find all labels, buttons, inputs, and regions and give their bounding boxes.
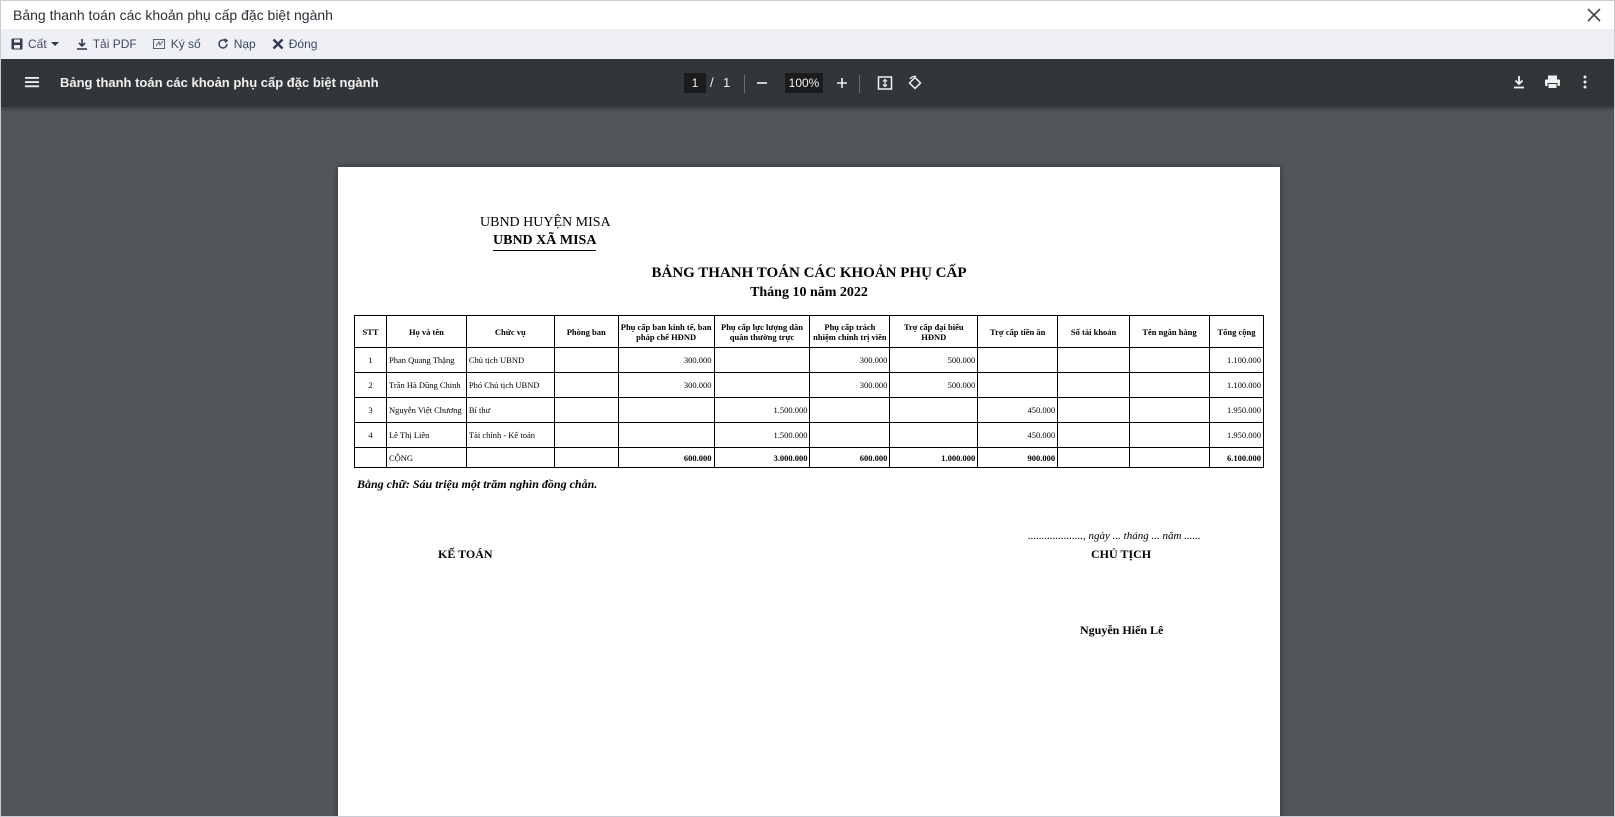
table-cell xyxy=(890,398,978,423)
print-icon[interactable] xyxy=(1544,74,1561,90)
toolbar-divider xyxy=(859,75,860,93)
more-options-icon[interactable] xyxy=(1582,74,1588,90)
table-cell xyxy=(1058,398,1130,423)
document-period: Tháng 10 năm 2022 xyxy=(750,285,868,300)
table-cell: 300.000 xyxy=(810,373,890,398)
signer-name: Nguyễn Hiến Lê xyxy=(1080,623,1164,637)
reload-label: Nạp xyxy=(233,37,256,51)
table-cell: 450.000 xyxy=(978,423,1058,448)
table-cell: 300.000 xyxy=(618,373,714,398)
table-cell: 1.000.000 xyxy=(890,448,978,468)
signature-icon xyxy=(153,38,166,50)
save-icon xyxy=(11,38,23,50)
table-cell: Chủ tịch UBND xyxy=(466,348,554,373)
zoom-level-input[interactable]: 100% xyxy=(785,73,823,93)
table-cell: 1.950.000 xyxy=(1209,398,1263,423)
current-page-input[interactable]: 1 xyxy=(684,73,706,93)
download-pdf-button[interactable] xyxy=(76,37,137,51)
table-row xyxy=(355,348,1264,373)
table-cell xyxy=(810,398,890,423)
column-header: Trợ cấp đại biểu HĐND xyxy=(890,316,978,348)
window-titlebar xyxy=(1,1,1614,29)
column-header: Phòng ban xyxy=(554,316,618,348)
digital-sign-button[interactable] xyxy=(153,37,201,51)
table-cell: 1.500.000 xyxy=(714,398,810,423)
table-cell: 1.100.000 xyxy=(1209,348,1263,373)
column-header: STT xyxy=(355,316,387,348)
table-cell: 2 xyxy=(355,373,387,398)
table-cell xyxy=(554,398,618,423)
pdf-page xyxy=(338,167,1280,816)
table-cell: Phó Chủ tịch UBND xyxy=(466,373,554,398)
fit-page-icon[interactable] xyxy=(877,75,893,91)
table-cell xyxy=(618,423,714,448)
chairman-signature-title: CHỦ TỊCH xyxy=(1091,547,1152,561)
table-cell: 300.000 xyxy=(810,348,890,373)
rotate-icon[interactable] xyxy=(907,75,923,91)
save-button[interactable] xyxy=(11,37,60,51)
column-header: Tổng cộng xyxy=(1209,316,1263,348)
download-icon xyxy=(76,38,88,50)
table-cell: 900.000 xyxy=(978,448,1058,468)
table-cell xyxy=(714,348,810,373)
amount-in-words: Bằng chữ: Sáu triệu một trăm nghìn đồng chẵn. xyxy=(357,477,598,491)
table-header-row xyxy=(355,316,1264,348)
column-header: Họ và tên xyxy=(386,316,466,348)
signing-date-line: ...................., ngày ... tháng ... năm ...... xyxy=(1028,530,1201,542)
column-header: Phụ cấp lực lượng dân quân thường trực xyxy=(714,316,810,348)
menu-icon[interactable] xyxy=(23,74,41,90)
total-label: CỘNG xyxy=(386,448,466,468)
table-cell xyxy=(1130,423,1210,448)
table-cell xyxy=(618,398,714,423)
table-cell xyxy=(810,423,890,448)
table-cell xyxy=(554,348,618,373)
zoom-in-icon[interactable] xyxy=(835,76,849,90)
pdf-viewer-toolbar xyxy=(1,59,1614,107)
table-cell: 500.000 xyxy=(890,373,978,398)
table-cell xyxy=(1058,423,1130,448)
document-title: BẢNG THANH TOÁN CÁC KHOẢN PHỤ CẤP xyxy=(651,265,967,281)
refresh-icon xyxy=(217,38,229,50)
table-row xyxy=(355,373,1264,398)
zoom-out-icon[interactable] xyxy=(755,76,769,90)
close-label: Đóng xyxy=(288,37,318,51)
table-cell xyxy=(355,448,387,468)
table-cell xyxy=(1130,373,1210,398)
table-row xyxy=(355,398,1264,423)
table-cell: Tài chính - Kế toán xyxy=(466,423,554,448)
table-cell xyxy=(1058,348,1130,373)
table-cell xyxy=(890,423,978,448)
page-separator: / xyxy=(710,75,714,90)
column-header: Phụ cấp ban kinh tế, ban pháp chế HĐND xyxy=(618,316,714,348)
allowance-table xyxy=(354,315,1264,468)
table-cell: 300.000 xyxy=(618,348,714,373)
column-header: Chức vụ xyxy=(466,316,554,348)
table-cell: 3.000.000 xyxy=(714,448,810,468)
table-cell: Phan Quang Thặng xyxy=(386,348,466,373)
accountant-signature-title: KẾ TOÁN xyxy=(438,547,493,561)
table-cell: 600.000 xyxy=(618,448,714,468)
table-cell xyxy=(1058,373,1130,398)
table-row xyxy=(355,423,1264,448)
table-cell: 6.100.000 xyxy=(1209,448,1263,468)
chevron-down-icon[interactable] xyxy=(50,40,60,48)
close-window-icon[interactable] xyxy=(1584,5,1604,25)
column-header: Số tài khoản xyxy=(1058,316,1130,348)
table-cell xyxy=(1130,448,1210,468)
table-cell: 4 xyxy=(355,423,387,448)
table-cell xyxy=(978,373,1058,398)
close-icon xyxy=(272,38,284,50)
table-cell: Lê Thị Liên xyxy=(386,423,466,448)
reload-button[interactable] xyxy=(217,37,256,51)
table-cell: 1.100.000 xyxy=(1209,373,1263,398)
table-cell xyxy=(1130,398,1210,423)
table-cell xyxy=(1058,448,1130,468)
digital-sign-label: Ký số xyxy=(170,37,201,51)
total-pages: 1 xyxy=(723,75,731,90)
table-cell xyxy=(554,423,618,448)
table-total-row xyxy=(355,448,1264,468)
table-cell xyxy=(978,348,1058,373)
column-header: Phụ cấp trách nhiệm chính trị viên xyxy=(810,316,890,348)
download-icon[interactable] xyxy=(1511,74,1527,90)
toolbar-divider xyxy=(744,75,745,93)
table-cell: 500.000 xyxy=(890,348,978,373)
table-cell: Bí thư xyxy=(466,398,554,423)
table-cell: 450.000 xyxy=(978,398,1058,423)
window-title: Bảng thanh toán các khoản phụ cấp đặc biệt ngành xyxy=(13,7,333,23)
download-pdf-label: Tải PDF xyxy=(92,37,137,51)
column-header: Tên ngân hàng xyxy=(1130,316,1210,348)
table-cell: 600.000 xyxy=(810,448,890,468)
table-cell: Trần Hà Dũng Chinh xyxy=(386,373,466,398)
table-cell xyxy=(1130,348,1210,373)
table-cell xyxy=(554,373,618,398)
pdf-viewer xyxy=(1,59,1614,816)
table-cell xyxy=(466,448,554,468)
close-button[interactable] xyxy=(272,37,318,51)
column-header: Trợ cấp tiền ăn xyxy=(978,316,1058,348)
action-toolbar xyxy=(1,29,1614,59)
table-cell: Nguyễn Việt Chương xyxy=(386,398,466,423)
parent-organization: UBND HUYỆN MISA xyxy=(480,215,611,230)
table-cell: 1.500.000 xyxy=(714,423,810,448)
table-cell: 3 xyxy=(355,398,387,423)
pdf-document-title: Bảng thanh toán các khoản phụ cấp đặc biệt ngành xyxy=(60,75,379,90)
table-cell xyxy=(554,448,618,468)
save-label: Cất xyxy=(28,37,47,51)
table-cell: 1 xyxy=(355,348,387,373)
table-cell xyxy=(714,373,810,398)
organization-name: UBND XÃ MISA xyxy=(493,233,596,251)
table-cell: 1.950.000 xyxy=(1209,423,1263,448)
